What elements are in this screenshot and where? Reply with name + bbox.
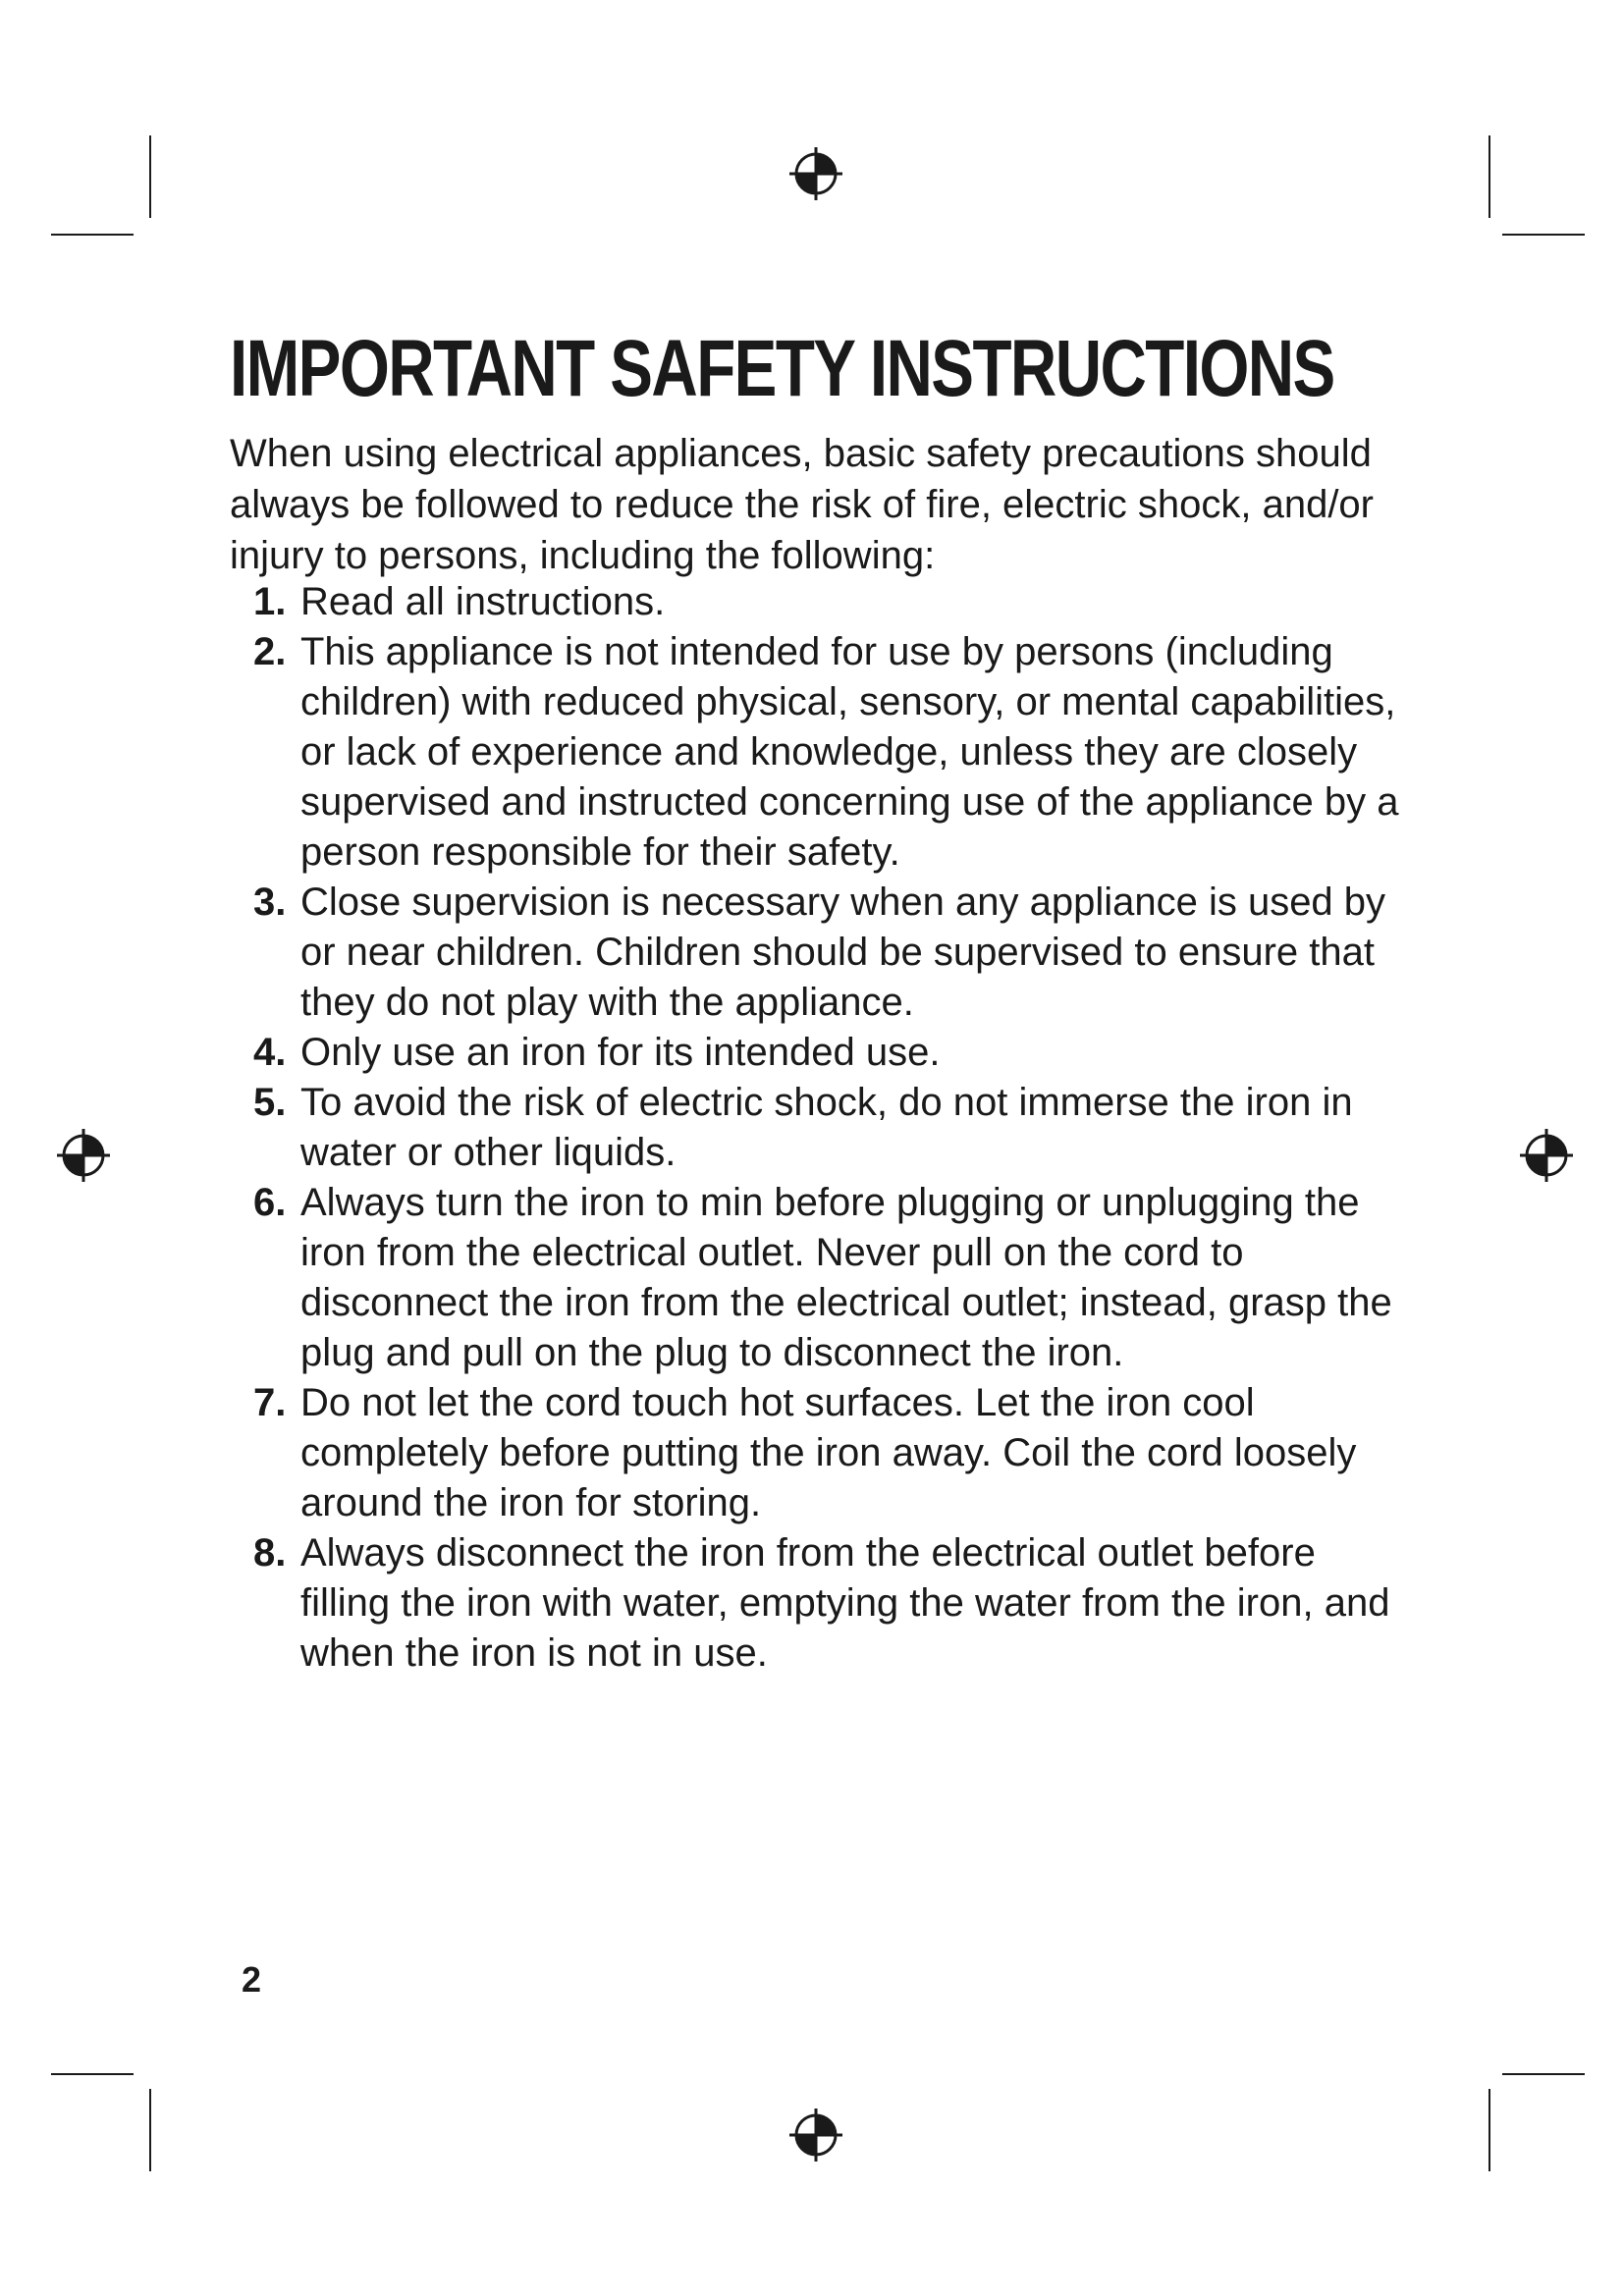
crop-mark-bottom-right-horizontal	[1502, 2073, 1585, 2075]
list-item	[253, 577, 1412, 627]
item-number: 6.	[253, 1181, 287, 1224]
list-item	[253, 627, 1412, 878]
item-number: 3.	[253, 881, 287, 924]
safety-instructions-list	[253, 577, 1412, 1679]
item-text: Always turn the iron to min before plugging or unplugging the iron from the electrical outlet. Never pull on the cord to disconnect the iron from the electrical outlet; instead, grasp the plug and pull on the plug to disconnect the iron.	[300, 1181, 1392, 1374]
item-text: Close supervision is necessary when any appliance is used by or near children. Children should be supervised to ensure that they do not play with the appliance.	[300, 881, 1386, 1024]
registration-target-icon	[787, 2107, 844, 2163]
registration-target-icon	[787, 145, 844, 202]
crop-mark-top-left-horizontal	[51, 234, 134, 236]
page-title: IMPORTANT SAFETY INSTRUCTIONS	[230, 324, 1334, 413]
item-number: 4.	[253, 1031, 287, 1074]
crop-mark-bottom-right-vertical	[1489, 2089, 1490, 2171]
registration-target-icon	[55, 1127, 112, 1184]
item-number: 5.	[253, 1081, 287, 1124]
registration-target-icon	[1518, 1127, 1575, 1184]
item-number: 1.	[253, 580, 287, 623]
list-item	[253, 1528, 1412, 1679]
crop-mark-top-right-vertical	[1489, 135, 1490, 218]
item-text: Read all instructions.	[300, 580, 666, 623]
page-number: 2	[242, 1959, 262, 2000]
crop-mark-bottom-left-horizontal	[51, 2073, 134, 2075]
list-item	[253, 878, 1412, 1028]
item-text: Only use an iron for its intended use.	[300, 1031, 941, 1074]
list-item	[253, 1078, 1412, 1178]
crop-mark-bottom-left-vertical	[149, 2089, 151, 2171]
item-text: To avoid the risk of electric shock, do not immerse the iron in water or other liquids.	[300, 1081, 1353, 1174]
item-number: 7.	[253, 1381, 287, 1424]
list-item	[253, 1378, 1412, 1528]
item-text: This appliance is not intended for use by persons (including children) with reduced physical, sensory, or mental capabilities, or lack of experience and knowledge, unless they are closely supervised and instructed concerning use of the appliance by a person responsible for their safety.	[300, 630, 1399, 874]
item-number: 8.	[253, 1531, 287, 1575]
crop-mark-top-right-horizontal	[1502, 234, 1585, 236]
list-item	[253, 1178, 1412, 1378]
item-text: Always disconnect the iron from the electrical outlet before filling the iron with water, emptying the water from the iron, and when the iron is not in use.	[300, 1531, 1390, 1675]
list-item	[253, 1028, 1412, 1078]
item-text: Do not let the cord touch hot surfaces. Let the iron cool completely before putting the iron away. Coil the cord loosely around the iron for storing.	[300, 1381, 1357, 1524]
crop-mark-top-left-vertical	[149, 135, 151, 218]
item-number: 2.	[253, 630, 287, 673]
intro-paragraph: When using electrical appliances, basic safety precautions should always be followed to reduce the risk of fire, electric shock, and/or injury to persons, including the following:	[230, 432, 1374, 577]
